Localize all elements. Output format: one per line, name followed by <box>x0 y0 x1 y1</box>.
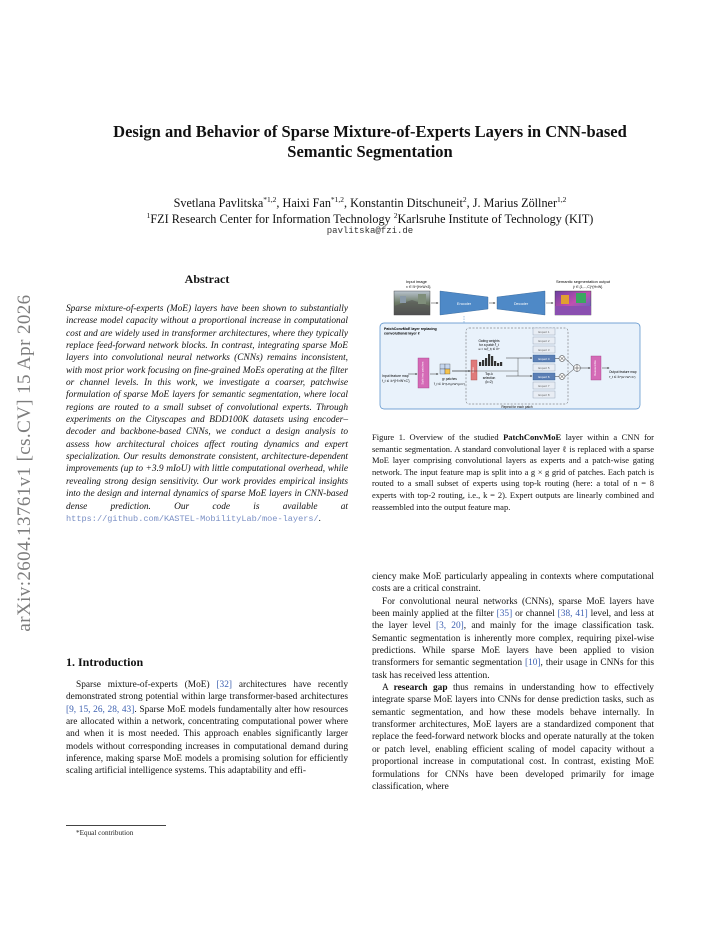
svg-text:Reassemble: Reassemble <box>593 360 597 376</box>
svg-text:Expert 8: Expert 8 <box>538 393 550 397</box>
svg-text:Output feature map: Output feature map <box>609 370 637 374</box>
svg-text:Expert 7: Expert 7 <box>538 384 550 388</box>
paragraph: For convolutional neural networks (CNNs), sparse MoE layers have been mainly applied at the filter [35] or channel [38, 41] level, and less at the layer level [3, 20], and mainly for the image classification task. Semantic segmentation is inherently more complex, requiring pixel-wise predictions. While sparse MoE layers have been applied to vision transformers for semantic segmentation [10], their usage in CNNs for this task has received less attention. <box>372 596 654 681</box>
citation-link[interactable]: [9, 15, 26, 28, 43] <box>66 704 135 715</box>
right-column-text <box>372 571 654 793</box>
citation-link[interactable]: [3, 20] <box>435 621 464 632</box>
svg-text:for a patch f̃_ℓ: for a patch f̃_ℓ <box>479 343 499 347</box>
svg-text:Encoder: Encoder <box>456 302 472 306</box>
figure-1-caption: Figure 1. Overview of the studied PatchConvMoE layer within a CNN for semantic segmentation. A standard convolutional layer ℓ is replaced with a sparse MoE layer comprising convolutional layers as experts and a patch-wise gating network. The input feature map is split into a g × g grid of patches. Each patch is routed to a small subset of experts using top-k routing (here: a total of n = 8 experts with top-2 routing, i.e., k = 2). Expert outputs are linearly combined and reassembled into the output feature map. <box>372 432 654 512</box>
svg-text:Input feature map: Input feature map <box>382 374 409 378</box>
svg-text:selection: selection <box>482 376 496 380</box>
output-label: Semantic segmentation output <box>556 279 611 284</box>
svg-text:Expert 1: Expert 1 <box>538 330 550 334</box>
svg-text:Decoder: Decoder <box>513 302 529 306</box>
citation-link[interactable]: [32] <box>216 680 232 690</box>
svg-text:f̃_ℓ ∈ ℝ^{H'/g×W'/g×C'}: f̃_ℓ ∈ ℝ^{H'/g×W'/g×C'} <box>434 382 465 386</box>
paragraph: A research gap thus remains in understanding how to effectively integrate sparse MoE layers into CNNs for dense prediction tasks, such as semantic segmentation, and how these models behave internally. In transformer architectures, MoE layers are a standardized component that replace the feed-forward network blocks and operate naturally at the token or patch level, enabling efficient scaling of model capacity without a proportional increase in computational cost. In contrast, existing MoE formulations for CNNs have been developed primarily for image classification, where <box>372 683 654 792</box>
svg-text:ŷ ∈ {1,...,C}^{H×W}: ŷ ∈ {1,...,C}^{H×W} <box>573 285 603 289</box>
svg-text:Expert 4: Expert 4 <box>538 357 550 361</box>
affiliation-1: FZI Research Center for Information Technology <box>150 212 391 227</box>
code-link[interactable]: https://github.com/KASTEL-MobilityLab/moe-layers/ <box>66 513 319 524</box>
citation-link[interactable]: [35] <box>496 609 513 620</box>
svg-text:f_ℓ ∈ ℝ^{H'×W'×C'}: f_ℓ ∈ ℝ^{H'×W'×C'} <box>382 379 410 383</box>
author-2: Haixi Fan <box>282 196 331 211</box>
svg-text:Repeat for each patch: Repeat for each patch <box>501 405 533 409</box>
svg-text:PatchConvMoE layer replacing: PatchConvMoE layer replacing <box>384 327 437 331</box>
citation-link[interactable]: [10] <box>524 658 541 669</box>
citation-link[interactable]: [38, 41] <box>557 609 588 620</box>
paper-title: Design and Behavior of Sparse Mixture-of-Experts Layers in CNN-based Semantic Segmentation <box>113 122 627 161</box>
abstract-text: Sparse mixture-of-experts (MoE) layers have been shown to substantially increase model capacity without a proportional increase in computational cost and are widely used in transformer architectures, where they typically replace feed-forward network blocks. In contrast, integrating sparse MoE layers into convolutional neural networks (CNNs) remains inconsistent, with most prior work focusing on fine-grained MoEs operating at the filter or channel levels. In this work, we investigate a coarser, patchwise formulation of sparse MoE layers for semantic segmentation, where local regions are routed to a small subset of convolutional experts. Through experiments on the Cityscapes and BDD100K datasets using encoder–decoder and backbone-based CNNs, we conduct a design analysis to assess how architectural choices affect routing dynamics and expert specialization. Our results demonstrate consistent, architecture-dependent improvements (up to +3.9 mIoU) with little computational overhead, while revealing strong design sensitivity. Our work provides empirical insights into the design and internal dynamics of sparse MoE layers in CNN-based dense prediction. Our code is available at https://github.com/KASTEL-MobilityLab/moe-layers/. <box>66 304 348 524</box>
paragraph: ciency make MoE particularly appealing in contexts where computational costs are a critical constraint. <box>372 572 654 595</box>
input-image-label: Input image <box>406 279 427 284</box>
arxiv-stamp <box>0 0 48 932</box>
svg-text:Expert 5: Expert 5 <box>538 366 550 370</box>
svg-text:Expert 6: Expert 6 <box>538 375 550 379</box>
svg-text:f'_ℓ ∈ ℝ^{H'×W'×C'}: f'_ℓ ∈ ℝ^{H'×W'×C'} <box>609 375 636 379</box>
author-4: J. Marius Zöllner <box>472 196 558 211</box>
author-1: Svetlana Pavlitska <box>173 196 264 211</box>
figure-1-diagram <box>378 276 644 412</box>
svg-text:x ∈ ℝ^{H×W×3}: x ∈ ℝ^{H×W×3} <box>406 285 431 289</box>
svg-text:Expert 2: Expert 2 <box>538 339 550 343</box>
intro-paragraph: Sparse mixture-of-experts (MoE) [32] architectures have recently demonstrated strong potential within large transformer-based architectures [9, 15, 26, 28, 43]. Sparse MoE models fundamentally alter how resources are allocated within a network, concentrating computational power where and when it is most needed. This approach enables significantly larger models without corresponding increases in computational demand during inference, making sparse MoE models a promising solution for efficiently scaling artificial intelligence systems. This adaptability and effi- <box>66 680 349 777</box>
footnote: *Equal contribution <box>76 829 134 837</box>
affiliation-2: Karlsruhe Institute of Technology (KIT) <box>397 212 594 227</box>
arxiv-id[interactable]: arXiv:2604.13761v1 [cs.CV] 15 Apr 2026 <box>14 294 35 632</box>
svg-text:Gate: Gate <box>472 367 475 373</box>
svg-text:convolutional layer ℓ: convolutional layer ℓ <box>384 331 420 336</box>
svg-text:Split into patches: Split into patches <box>420 361 425 385</box>
author-list: Svetlana Pavlitska$^{*1,2}$, Haixi Fan$^{*1,2}$, Konstantin Ditschuneit$^2$, J. Marius Zöllner$^{1,2}$ <box>173 195 567 211</box>
svg-text:w = G(f̃_ℓ) ∈ ℝⁿ: w = G(f̃_ℓ) ∈ ℝⁿ <box>478 347 500 351</box>
author-3: Konstantin Ditschuneit <box>350 196 463 211</box>
svg-text:Top-k: Top-k <box>485 372 493 376</box>
patch-grid <box>440 364 450 374</box>
section-heading-introduction: 1. Introduction <box>66 655 144 669</box>
affiliations: $^1$FZI Research Center for Information Technology $^2$Karlsruhe Institute of Technology (KIT) <box>146 211 594 227</box>
svg-text:g² patches: g² patches <box>442 377 457 381</box>
abstract-heading: Abstract <box>184 272 230 286</box>
svg-text:Gating weights: Gating weights <box>478 339 500 343</box>
svg-text:Expert 3: Expert 3 <box>538 348 550 352</box>
svg-text:(k=2): (k=2) <box>485 380 493 384</box>
author-email[interactable]: pavlitska@fzi.de <box>326 226 414 236</box>
footnote-rule <box>66 825 166 826</box>
